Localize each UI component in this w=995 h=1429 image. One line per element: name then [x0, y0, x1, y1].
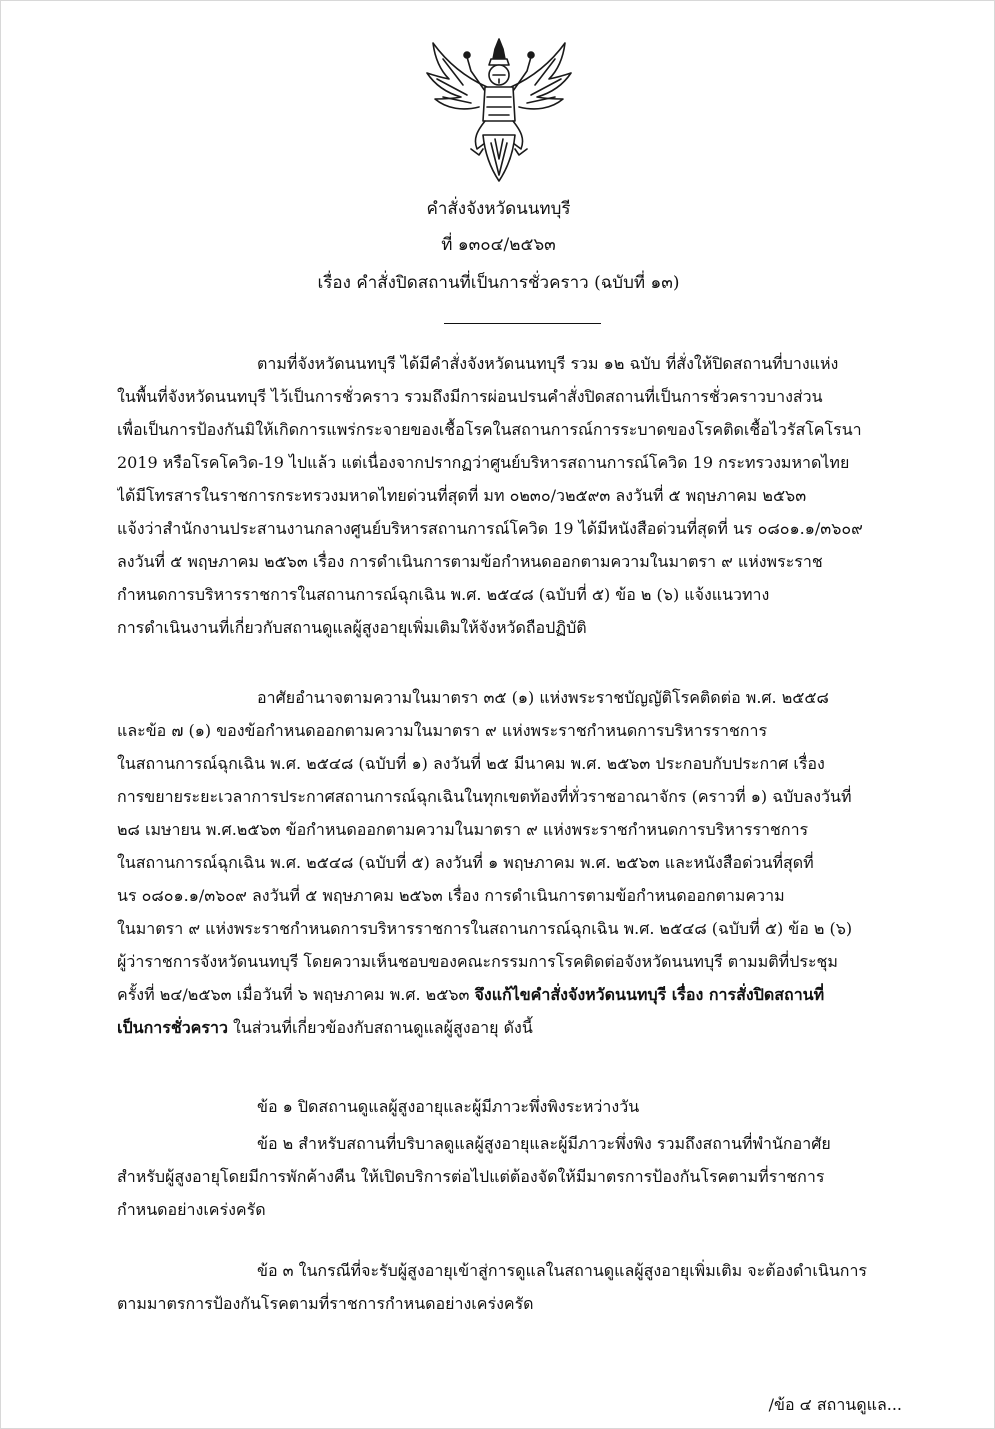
paragraph-text: ในส่วนที่เกี่ยวข้องกับสถานดูแลผู้สูงอายุ ดังนี้ [227, 1018, 533, 1037]
paragraph-line: นร ๐๘๐๑.๑/๓๖๐๙ ลงวันที่ ๕ พฤษภาคม ๒๕๖๓ เรื่อง การดำเนินการตามข้อกำหนดออกตามความ [117, 886, 785, 905]
paragraph-line: สำหรับผู้สูงอายุโดยมีการพักค้างคืน ให้เปิดบริการต่อไปแต่ต้องจัดให้มีมาตรการป้องกันโรคตามที่ราชการ [117, 1167, 825, 1186]
order-title: คำสั่งจังหวัดนนทบุรี [426, 199, 571, 219]
paragraph-text: ครั้งที่ ๒๔/๒๕๖๓ เมื่อวันที่ ๖ พฤษภาคม พ.ศ. ๒๕๖๓ [117, 985, 475, 1004]
paragraph-line: ในมาตรา ๙ แห่งพระราชกำหนดการบริหารราชการในสถานการณ์ฉุกเฉิน พ.ศ. ๒๕๔๘ (ฉบับที่ ๕) ข้อ ๒ (๖) [117, 919, 853, 938]
heading-divider [444, 323, 601, 324]
order-subject: เรื่อง คำสั่งปิดสถานที่เป็นการชั่วคราว (ฉบับที่ ๑๓) [317, 273, 680, 293]
paragraph-line: กำหนดอย่างเคร่งครัด [117, 1200, 266, 1219]
paragraph-line: ข้อ ๑ ปิดสถานดูแลผู้สูงอายุและผู้มีภาวะพึ่งพิงระหว่างวัน [257, 1097, 640, 1116]
paragraph-line: ในพื้นที่จังหวัดนนทบุรี ไว้เป็นการชั่วคราว รวมถึงมีการผ่อนปรนคำสั่งปิดสถานที่เป็นการชั่วคราวบางส่วน [117, 387, 823, 406]
paragraph-line: ในสถานการณ์ฉุกเฉิน พ.ศ. ๒๕๔๘ (ฉบับที่ ๑) ลงวันที่ ๒๕ มีนาคม พ.ศ. ๒๕๖๓ ประกอบกับประกาศ เรื่อง [117, 754, 825, 773]
garuda-emblem-icon [423, 35, 575, 185]
clause-2 [117, 1127, 905, 1226]
paragraph-line: แจ้งว่าสำนักงานประสานงานกลางศูนย์บริหารสถานการณ์โควิด 19 ได้มีหนังสือด่วนที่สุดที่ นร ๐๘๐๑.๑/๓๖๐๙ [117, 519, 863, 538]
paragraph-line [117, 1011, 905, 1044]
paragraph-bold-text: จึงแก้ไขคำสั่งจังหวัดนนทบุรี เรื่อง การสั่งปิดสถานที่ [474, 985, 825, 1004]
paragraph-line: เพื่อเป็นการป้องกันมิให้เกิดการแพร่กระจายของเชื้อโรคในสถานการณ์การระบาดของโรคติดเชื้อไวรัสโคโรนา [117, 420, 862, 439]
order-number: ที่ ๑๓๐๔/๒๕๖๓ [441, 235, 556, 255]
paragraph-line: ลงวันที่ ๕ พฤษภาคม ๒๕๖๓ เรื่อง การดำเนินการตามข้อกำหนดออกตามความในมาตรา ๙ แห่งพระราช [117, 552, 823, 571]
paragraph-line: ตามที่จังหวัดนนทบุรี ได้มีคำสั่งจังหวัดนนทบุรี รวม ๑๒ ฉบับ ที่สั่งให้ปิดสถานที่บางแห่ง [257, 354, 839, 373]
paragraph-line: ข้อ ๓ ในกรณีที่จะรับผู้สูงอายุเข้าสู่การดูแลในสถานดูแลผู้สูงอายุเพิ่มเติม จะต้องดำเนินการ [257, 1261, 868, 1280]
paragraph-line: อาศัยอำนาจตามความในมาตรา ๓๕ (๑) แห่งพระราชบัญญัติโรคติดต่อ พ.ศ. ๒๕๕๘ [257, 688, 829, 707]
paragraph-authority [117, 681, 905, 1044]
paragraph-bold-text: เป็นการชั่วคราว [117, 1018, 228, 1037]
paragraph-line: ได้มีโทรสารในราชการกระทรวงมหาดไทยด่วนที่สุดที่ มท ๐๒๓๐/ว๒๕๙๓ ลงวันที่ ๕ พฤษภาคม ๒๕๖๓ [117, 486, 807, 505]
paragraph-line: ตามมาตรการป้องกันโรคตามที่ราชการกำหนดอย่างเคร่งครัด [117, 1294, 534, 1313]
paragraph-background [117, 347, 905, 644]
paragraph-line: กำหนดการบริหารราชการในสถานการณ์ฉุกเฉิน พ.ศ. ๒๕๔๘ (ฉบับที่ ๕) ข้อ ๒ (๖) แจ้งแนวทาง [117, 585, 770, 604]
paragraph-line: และข้อ ๗ (๑) ของข้อกำหนดออกตามความในมาตรา ๙ แห่งพระราชกำหนดการบริหารราชการ [117, 721, 768, 740]
paragraph-line: การดำเนินงานที่เกี่ยวกับสถานดูแลผู้สูงอายุเพิ่มเติมให้จังหวัดถือปฏิบัติ [117, 618, 587, 637]
paragraph-line: การขยายระยะเวลาการประกาศสถานการณ์ฉุกเฉินในทุกเขตท้องที่ทั่วราชอาณาจักร (คราวที่ ๑) ฉบับลงวันที่ [117, 787, 852, 806]
paragraph-line: ข้อ ๒ สำหรับสถานที่บริบาลดูแลผู้สูงอายุและผู้มีภาวะพึ่งพิง รวมถึงสถานที่พำนักอาศัย [257, 1134, 831, 1153]
paragraph-line: 2019 หรือโรคโควิด-19 ไปแล้ว แต่เนื่องจากปรากฏว่าศูนย์บริหารสถานการณ์โควิด 19 กระทรวงมหาดไทย [117, 453, 850, 472]
paragraph-line: ๒๘ เมษายน พ.ศ.๒๕๖๓ ข้อกำหนดออกตามความในมาตรา ๙ แห่งพระราชกำหนดการบริหารราชการ [117, 820, 809, 839]
paragraph-line [117, 978, 905, 1011]
paragraph-line: ในสถานการณ์ฉุกเฉิน พ.ศ. ๒๕๔๘ (ฉบับที่ ๕) ลงวันที่ ๑ พฤษภาคม พ.ศ. ๒๕๖๓ และหนังสือด่วนที่สุดที่ [117, 853, 814, 872]
paragraph-line: ผู้ว่าราชการจังหวัดนนทบุรี โดยความเห็นชอบของคณะกรรมการโรคติดต่อจังหวัดนนทบุรี ตามมติที่ประชุม [117, 952, 838, 971]
clause-1 [117, 1090, 905, 1123]
continuation-note: /ข้อ ๔ สถานดูแล... [768, 1395, 902, 1414]
clause-3 [117, 1254, 905, 1320]
